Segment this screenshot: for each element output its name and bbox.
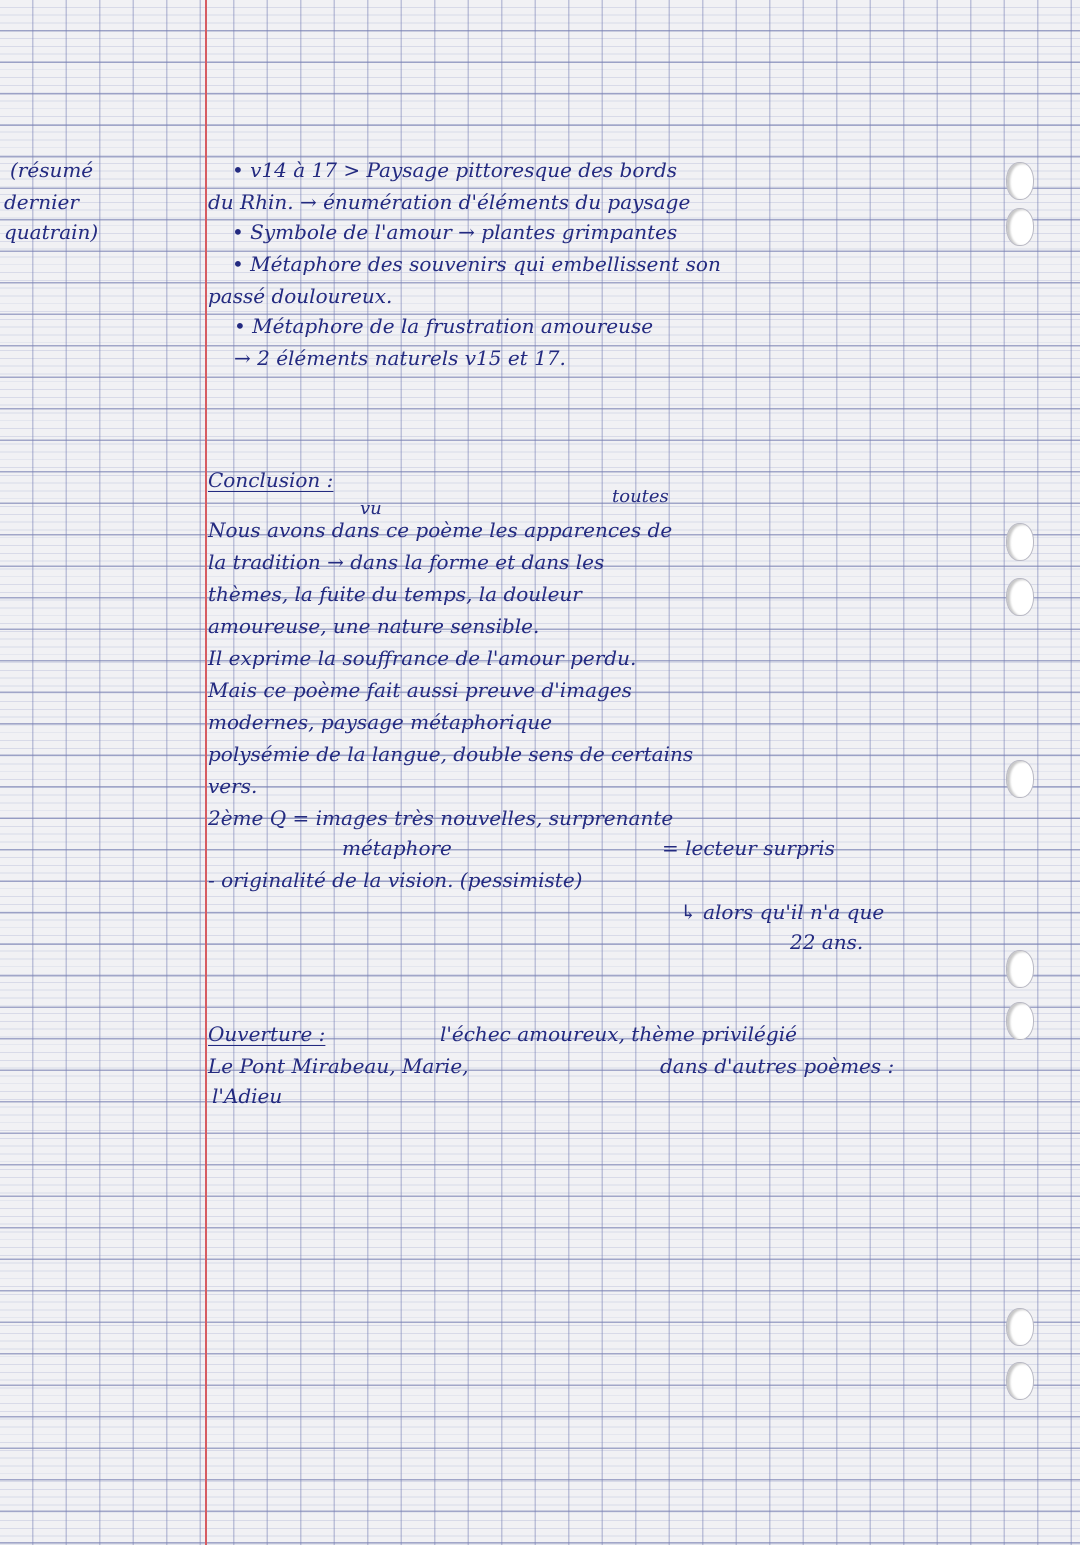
conclusion-line: Il exprime la souffrance de l'amour perdu. <box>208 646 637 670</box>
ouverture-line: l'Adieu <box>212 1084 283 1108</box>
conclusion-line: ↳ alors qu'il n'a que <box>680 900 885 924</box>
note-line: • Symbole de l'amour → plantes grimpantes <box>232 220 678 244</box>
punch-hole <box>1006 1002 1034 1040</box>
margin-note-line: (résumé <box>10 158 94 182</box>
punch-hole <box>1006 1308 1034 1346</box>
conclusion-line: modernes, paysage métaphorique <box>208 710 553 734</box>
punch-hole <box>1006 950 1034 988</box>
ouverture-label: Ouverture : <box>208 1022 326 1046</box>
conclusion-line: polysémie de la langue, double sens de certains <box>208 742 694 766</box>
punch-hole <box>1006 760 1034 798</box>
punch-hole <box>1006 578 1034 616</box>
ouverture-line: l'échec amoureux, thème privilégié <box>440 1022 797 1046</box>
conclusion-line: - originalité de la vision. (pessimiste) <box>208 868 583 892</box>
conclusion-line: 22 ans. <box>790 930 864 954</box>
note-line: passé douloureux. <box>208 284 393 308</box>
insertion-note: vu <box>360 498 382 519</box>
margin-line <box>205 0 207 1545</box>
conclusion-line: métaphore <box>342 836 452 860</box>
punch-hole <box>1006 1362 1034 1400</box>
ouverture-line: dans d'autres poèmes : <box>660 1054 895 1078</box>
conclusion-line: Mais ce poème fait aussi preuve d'images <box>208 678 632 702</box>
conclusion-line: = lecteur surpris <box>662 836 835 860</box>
punch-hole <box>1006 208 1034 246</box>
punch-hole <box>1006 162 1034 200</box>
note-line: • Métaphore des souvenirs qui embellissent son <box>232 252 721 276</box>
margin-note-line: quatrain) <box>4 220 99 244</box>
note-line: du Rhin. → énumération d'éléments du paysage <box>208 190 691 214</box>
conclusion-line: la tradition → dans la forme et dans les <box>208 550 605 574</box>
conclusion-line: vers. <box>208 774 258 798</box>
conclusion-line: Nous avons dans ce poème les apparences de <box>208 518 673 542</box>
punch-hole <box>1006 523 1034 561</box>
ouverture-line: Le Pont Mirabeau, Marie, <box>208 1054 469 1078</box>
conclusion-line: 2ème Q = images très nouvelles, surprenante <box>208 806 674 830</box>
conclusion-line: amoureuse, une nature sensible. <box>208 614 540 638</box>
insertion-note: toutes <box>612 486 669 507</box>
note-line: → 2 éléments naturels v15 et 17. <box>234 346 566 370</box>
note-line: • v14 à 17 > Paysage pittoresque des bords <box>232 158 678 182</box>
conclusion-heading: Conclusion : <box>208 468 334 492</box>
note-line: • Métaphore de la frustration amoureuse <box>234 314 654 338</box>
margin-note-line: dernier <box>4 190 79 214</box>
conclusion-line: thèmes, la fuite du temps, la douleur <box>208 582 582 606</box>
